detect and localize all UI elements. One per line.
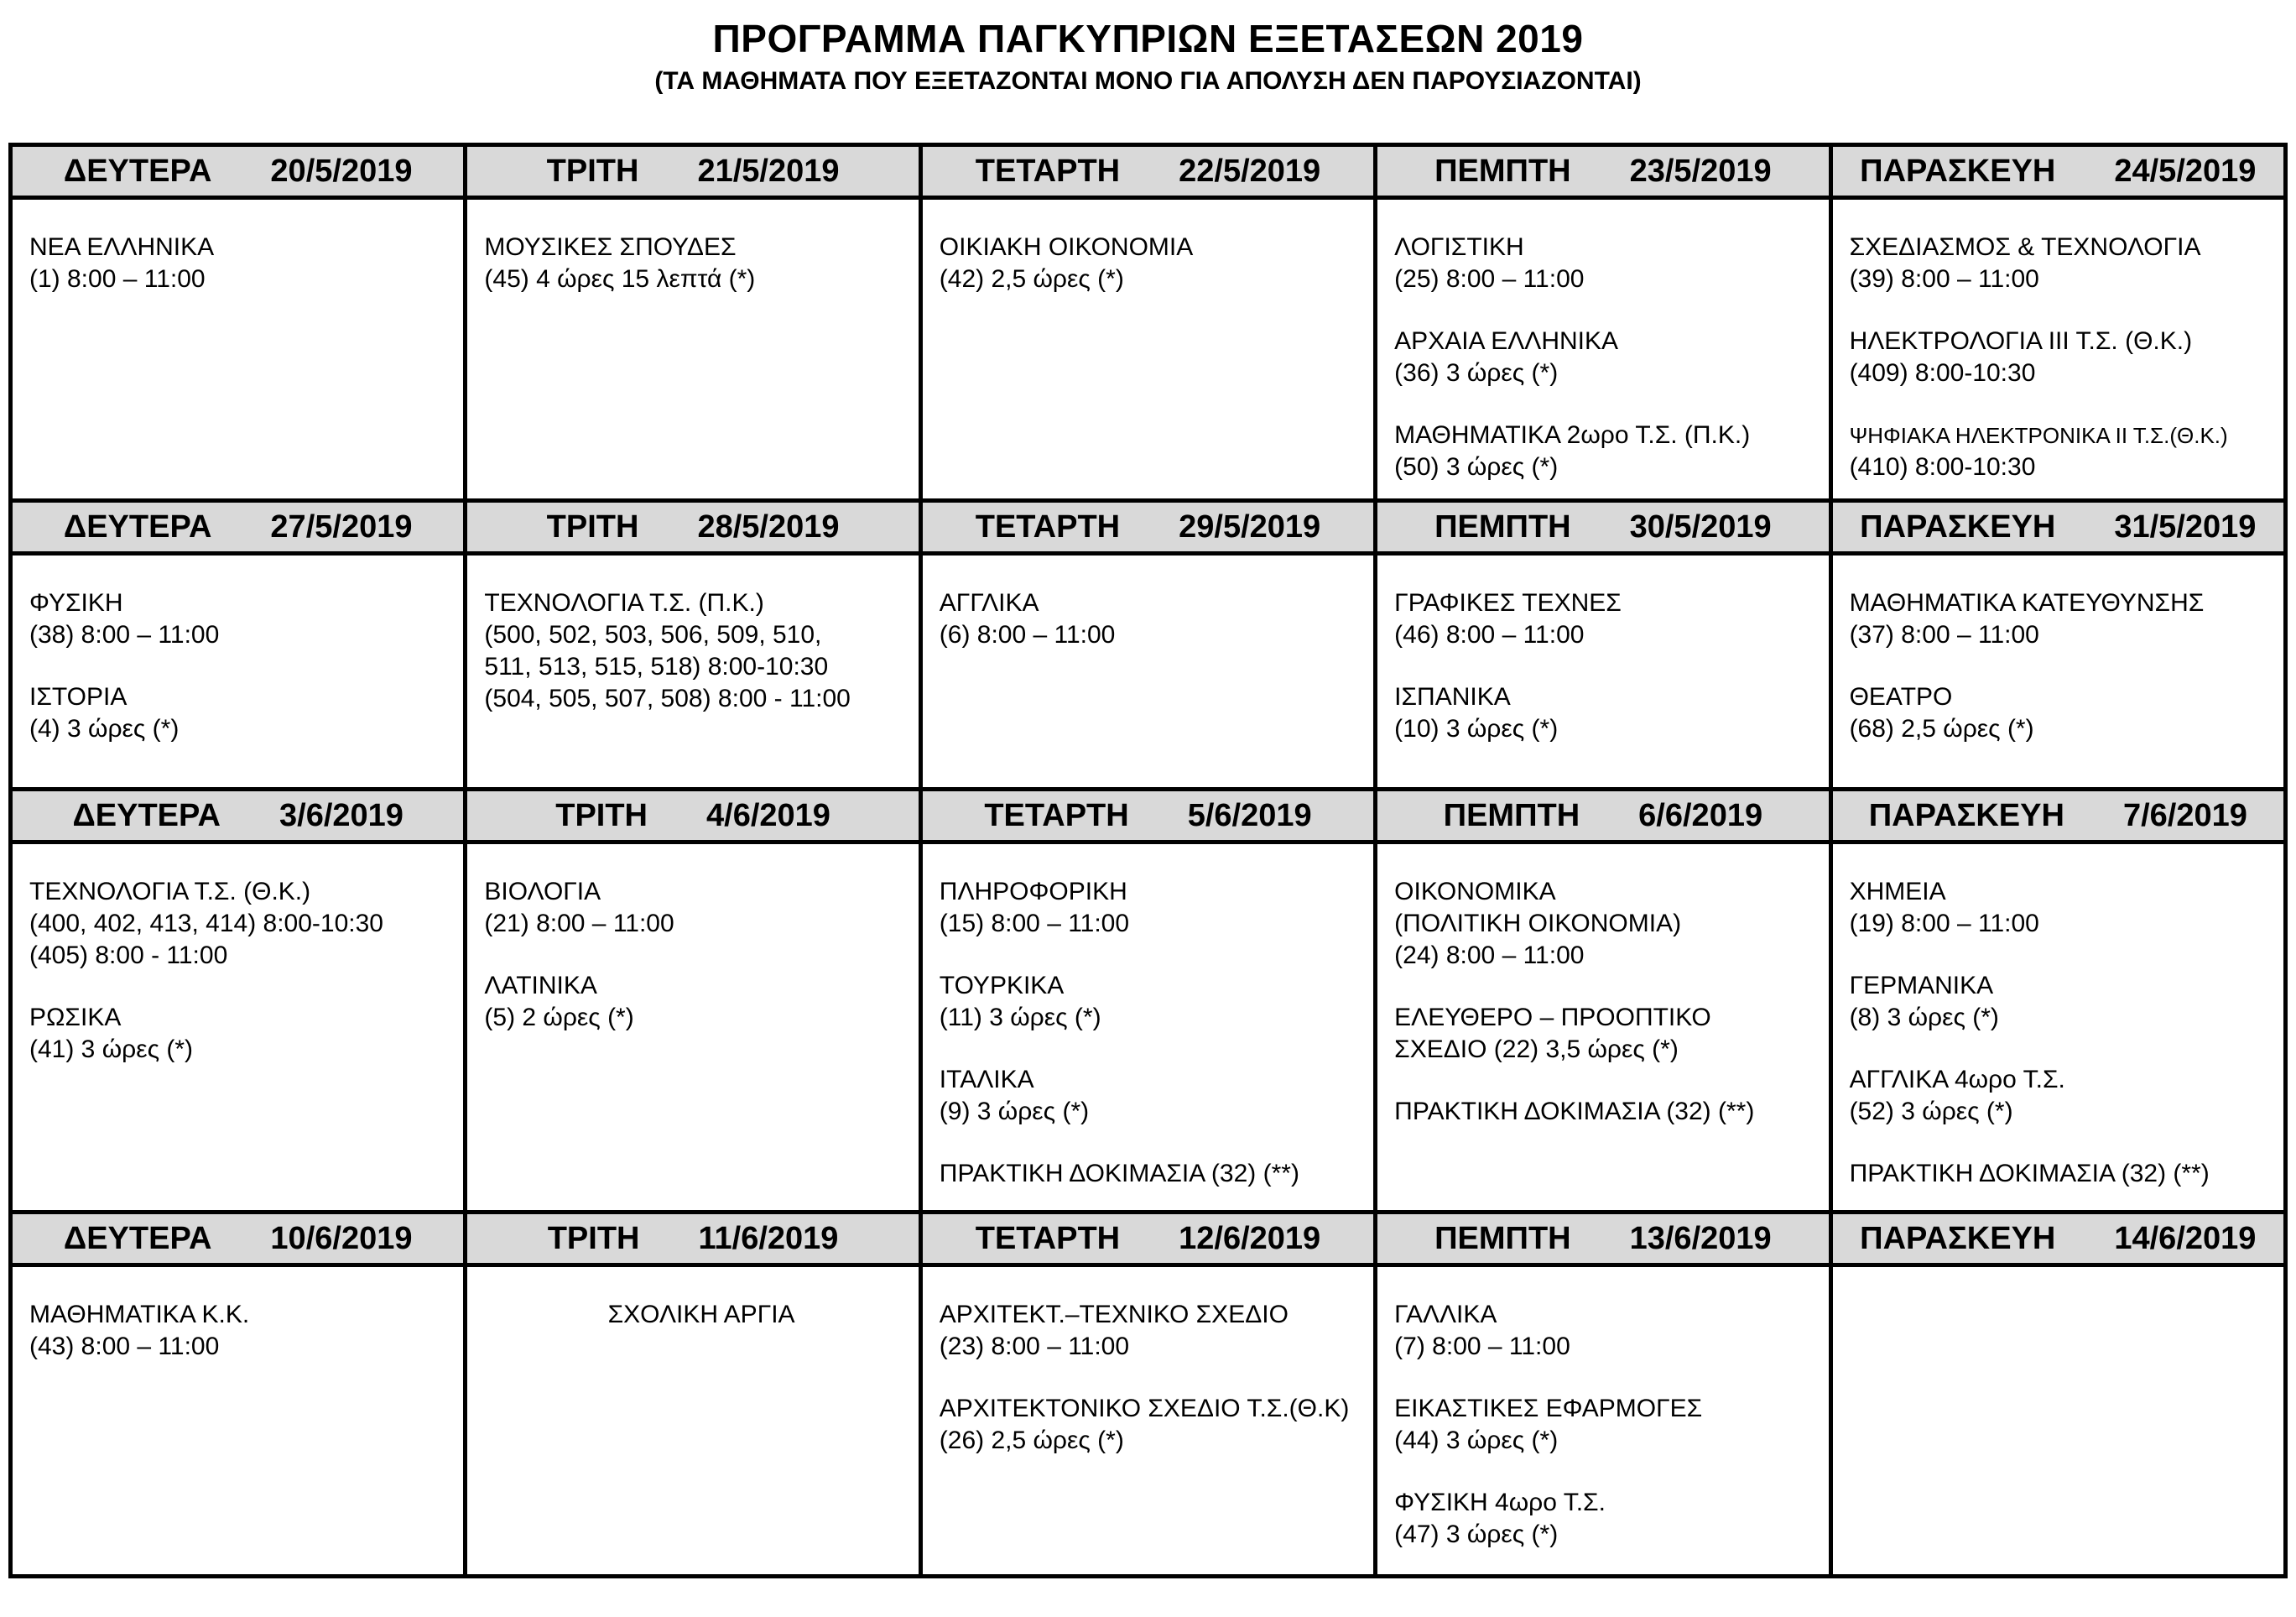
day-date: 12/6/2019 <box>1179 1220 1321 1256</box>
exam-details: (44) 3 ώρες (*) <box>1394 1427 1559 1454</box>
day-header <box>13 147 463 196</box>
day-date: 23/5/2019 <box>1629 153 1772 189</box>
day-name: ΤΕΤΑΡΤΗ <box>975 1220 1121 1256</box>
page-title: ΠΡΟΓΡΑΜΜΑ ΠΑΓΚΥΠΡΙΩΝ ΕΞΕΤΑΣΕΩΝ 2019 <box>712 17 1584 60</box>
day-date: 31/5/2019 <box>2114 509 2257 545</box>
exam-details: (ΠΟΛΙΤΙΚΗ ΟΙΚΟΝΟΜΙΑ) <box>1394 910 1682 937</box>
exam-entry <box>1850 681 2283 745</box>
exam-details: (68) 2,5 ώρες (*) <box>1849 715 2034 743</box>
day-date: 5/6/2019 <box>1187 797 1312 833</box>
exam-subject: ΘΕΑΤΡΟ <box>1849 683 1953 711</box>
day-date: 4/6/2019 <box>706 797 830 833</box>
exam-entry <box>1850 326 2283 389</box>
exam-subject: ΠΡΑΚΤΙΚΗ ΔΟΚΙΜΑΣΙΑ (32) (**) <box>1394 1098 1755 1125</box>
exam-entry <box>1394 1393 1828 1457</box>
exam-subject: ΧΗΜΕΙΑ <box>1849 878 1946 905</box>
exam-entry <box>1394 876 1828 972</box>
exam-details: (5) 2 ώρες (*) <box>484 1004 634 1031</box>
day-header <box>923 503 1373 551</box>
day-name: ΠΕΜΠΤΗ <box>1434 1220 1571 1256</box>
exam-subject: ΜΟΥΣΙΚΕΣ ΣΠΟΥΔΕΣ <box>484 233 737 261</box>
exam-subject: ΓΡΑΦΙΚΕΣ ΤΕΧΝΕΣ <box>1394 589 1622 617</box>
exam-details: (43) 8:00 – 11:00 <box>29 1333 220 1360</box>
exam-entry <box>940 232 1373 295</box>
exam-details: (46) 8:00 – 11:00 <box>1394 621 1585 649</box>
day-name: ΤΕΤΑΡΤΗ <box>975 153 1121 189</box>
day-date: 28/5/2019 <box>697 509 840 545</box>
day-exams-cell <box>923 556 1373 787</box>
day-exams-cell <box>923 844 1373 1210</box>
day-exams-cell <box>1833 556 2283 787</box>
exam-details: (38) 8:00 – 11:00 <box>29 621 220 649</box>
exam-entry <box>1850 970 2283 1034</box>
week-header-row <box>13 503 2283 551</box>
day-exams-cell <box>467 556 918 787</box>
day-name: ΤΡΙΤΗ <box>546 509 639 545</box>
exam-subject: ΛΑΤΙΝΙΚΑ <box>484 972 597 999</box>
day-header <box>1833 503 2283 551</box>
day-date: 24/5/2019 <box>2114 153 2257 189</box>
day-header <box>1377 791 1828 840</box>
exam-subject: ΦΥΣΙΚΗ 4ωρο Τ.Σ. <box>1394 1489 1606 1516</box>
exam-details: (11) 3 ώρες (*) <box>939 1004 1101 1031</box>
exam-subject: ΙΣΤΟΡΙΑ <box>29 683 128 711</box>
exam-details: (37) 8:00 – 11:00 <box>1849 621 2039 649</box>
exam-subject: ΓΑΛΛΙΚΑ <box>1394 1301 1497 1328</box>
exam-entry <box>1850 1064 2283 1128</box>
exam-entry <box>1394 326 1828 389</box>
exam-entry <box>1394 1096 1828 1128</box>
day-header <box>1833 1214 2283 1263</box>
exam-details: (39) 8:00 – 11:00 <box>1849 265 2039 293</box>
day-name: ΠΕΜΠΤΗ <box>1434 153 1571 189</box>
day-date: 7/6/2019 <box>2122 797 2247 833</box>
exam-subject: ΑΡΧΙΤΕΚΤΟΝΙΚΟ ΣΧΕΔΙΟ Τ.Σ.(Θ.Κ) <box>939 1395 1350 1422</box>
exam-details: (7) 8:00 – 11:00 <box>1394 1333 1570 1360</box>
day-name: ΔΕΥΤΕΡΑ <box>72 797 221 833</box>
exam-subject: ΟΙΚΙΑΚΗ ΟΙΚΟΝΟΜΙΑ <box>939 233 1194 261</box>
day-name: ΤΕΤΑΡΤΗ <box>975 509 1121 545</box>
exam-details: (52) 3 ώρες (*) <box>1849 1098 2013 1125</box>
exam-entry <box>940 1393 1373 1457</box>
day-name: ΔΕΥΤΕΡΑ <box>63 153 212 189</box>
exam-subject: ΑΡΧΑΙΑ ΕΛΛΗΝΙΚΑ <box>1394 327 1619 355</box>
exam-entry <box>1850 1158 2283 1190</box>
exam-entry <box>484 1299 918 1331</box>
exam-subject: ΤΟΥΡΚΙΚΑ <box>939 972 1065 999</box>
day-name: ΤΡΙΤΗ <box>547 1220 640 1256</box>
day-date: 13/6/2019 <box>1629 1220 1772 1256</box>
exam-details: (47) 3 ώρες (*) <box>1394 1521 1559 1548</box>
exam-details: (26) 2,5 ώρες (*) <box>939 1427 1124 1454</box>
day-exams-cell <box>1377 200 1828 498</box>
exam-subject: ΜΑΘΗΜΑΤΙΚΑ Κ.Κ. <box>29 1301 250 1328</box>
exam-details: (19) 8:00 – 11:00 <box>1849 910 2039 937</box>
day-exams-cell <box>13 844 463 1210</box>
exam-subject: ΦΥΣΙΚΗ <box>29 589 123 617</box>
exam-subject: ΙΣΠΑΝΙΚΑ <box>1394 683 1511 711</box>
exam-details: (42) 2,5 ώρες (*) <box>939 265 1124 293</box>
day-name: ΠΑΡΑΣΚΕΥΗ <box>1868 797 2064 833</box>
exam-entry <box>1394 1299 1828 1363</box>
day-date: 27/5/2019 <box>270 509 413 545</box>
exam-details: ΣΧΕΔΙΟ (22) 3,5 ώρες (*) <box>1394 1035 1679 1063</box>
day-exams-cell <box>923 1267 1373 1574</box>
page-subtitle: (ΤΑ ΜΑΘΗΜΑΤΑ ΠΟΥ ΕΞΕΤΑΖΟΝΤΑΙ ΜΟΝΟ ΓΙΑ ΑΠΟΛΥΣΗ ΔΕΝ ΠΑΡΟΥΣΙΑΖΟΝΤΑΙ) <box>654 67 1642 95</box>
exam-entry <box>1394 1487 1828 1551</box>
exam-subject: ΑΓΓΛΙΚΑ <box>939 589 1039 617</box>
exam-details: (36) 3 ώρες (*) <box>1394 359 1559 387</box>
day-header <box>1377 1214 1828 1263</box>
day-exams-cell <box>1833 200 2283 498</box>
week-header-row <box>13 147 2283 196</box>
day-name: ΠΑΡΑΣΚΕΥΗ <box>1860 1220 2056 1256</box>
exam-subject: ΠΡΑΚΤΙΚΗ ΔΟΚΙΜΑΣΙΑ (32) (**) <box>1849 1160 2210 1187</box>
day-name: ΤΡΙΤΗ <box>555 797 648 833</box>
day-exams-cell <box>467 200 918 498</box>
exam-details: (504, 505, 507, 508) 8:00 - 11:00 <box>484 685 851 712</box>
exam-subject: ΕΛΕΥΘΕΡΟ – ΠΡΟΟΠΤΙΚΟ <box>1394 1004 1711 1031</box>
day-exams-cell <box>1377 556 1828 787</box>
exam-details: (15) 8:00 – 11:00 <box>939 910 1130 937</box>
exam-entry <box>1394 1002 1828 1066</box>
day-date: 22/5/2019 <box>1179 153 1321 189</box>
week-exams-row <box>13 844 2283 1210</box>
exam-entry <box>29 587 463 651</box>
exam-subject: ΣΧΕΔΙΑΣΜΟΣ & ΤΕΧΝΟΛΟΓΙΑ <box>1849 233 2201 261</box>
exam-schedule-table <box>8 143 2288 1578</box>
day-header <box>13 791 463 840</box>
day-header <box>467 147 918 196</box>
day-date: 3/6/2019 <box>279 797 403 833</box>
exam-entry <box>1394 681 1828 745</box>
day-header <box>923 791 1373 840</box>
day-exams-cell <box>467 1267 918 1574</box>
exam-entry <box>484 232 918 295</box>
day-date: 20/5/2019 <box>270 153 413 189</box>
exam-subject: ΜΑΘΗΜΑΤΙΚΑ ΚΑΤΕΥΘΥΝΣΗΣ <box>1849 589 2205 617</box>
day-name: ΔΕΥΤΕΡΑ <box>63 509 212 545</box>
exam-entry <box>1394 420 1828 483</box>
day-exams-cell <box>1833 1267 2283 1574</box>
day-header <box>467 503 918 551</box>
week-exams-row <box>13 1267 2283 1574</box>
exam-subject: ΓΕΡΜΑΝΙΚΑ <box>1849 972 1994 999</box>
exam-entry <box>940 587 1373 651</box>
exam-details: (400, 402, 413, 414) 8:00-10:30 <box>29 910 383 937</box>
exam-entry <box>940 1064 1373 1128</box>
day-name: ΤΡΙΤΗ <box>546 153 639 189</box>
exam-subject: ΟΙΚΟΝΟΜΙΚΑ <box>1394 878 1556 905</box>
day-date: 6/6/2019 <box>1638 797 1763 833</box>
exam-entry <box>29 232 463 295</box>
exam-entry <box>1850 876 2283 940</box>
day-date: 21/5/2019 <box>697 153 840 189</box>
day-name: ΔΕΥΤΕΡΑ <box>63 1220 212 1256</box>
day-exams-cell <box>13 1267 463 1574</box>
exam-details: (10) 3 ώρες (*) <box>1394 715 1559 743</box>
exam-entry <box>29 1002 463 1066</box>
exam-details: 511, 513, 515, 518) 8:00-10:30 <box>484 653 829 681</box>
exam-details: (9) 3 ώρες (*) <box>939 1098 1090 1125</box>
day-header <box>1833 147 2283 196</box>
exam-details: (41) 3 ώρες (*) <box>29 1035 194 1063</box>
day-header <box>1377 147 1828 196</box>
exam-details: (45) 4 ώρες 15 λεπτά (*) <box>484 265 756 293</box>
day-header <box>923 147 1373 196</box>
exam-entry <box>29 1299 463 1363</box>
exam-subject: ΒΙΟΛΟΓΙΑ <box>484 878 601 905</box>
day-date: 29/5/2019 <box>1179 509 1321 545</box>
exam-subject: ΤΕΧΝΟΛΟΓΙΑ Τ.Σ. (Θ.Κ.) <box>29 878 311 905</box>
week-header-row <box>13 791 2283 840</box>
exam-details: (24) 8:00 – 11:00 <box>1394 942 1585 969</box>
day-header <box>923 1214 1373 1263</box>
exam-entry <box>940 1158 1373 1190</box>
exam-details: (1) 8:00 – 11:00 <box>29 265 206 293</box>
exam-subject: ΛΟΓΙΣΤΙΚΗ <box>1394 233 1524 261</box>
week-header-row <box>13 1214 2283 1263</box>
exam-entry <box>1850 420 2283 483</box>
exam-details: (410) 8:00-10:30 <box>1849 453 2036 481</box>
day-header <box>467 1214 918 1263</box>
exam-entry <box>484 587 918 715</box>
exam-subject: ΜΑΘΗΜΑΤΙΚΑ 2ωρο Τ.Σ. (Π.Κ.) <box>1394 421 1751 449</box>
day-name: ΠΕΜΠΤΗ <box>1443 797 1580 833</box>
exam-subject: ΠΛΗΡΟΦΟΡΙΚΗ <box>939 878 1127 905</box>
exam-entry <box>29 876 463 972</box>
exam-subject: ΨΗΦΙΑΚΑ ΗΛΕΚΤΡΟΝΙΚΑ ΙΙ Τ.Σ.(Θ.Κ.) <box>1849 423 2228 448</box>
exam-details: (500, 502, 503, 506, 509, 510, <box>484 621 822 649</box>
day-header <box>13 503 463 551</box>
exam-details: (50) 3 ώρες (*) <box>1394 453 1559 481</box>
exam-subject: ΡΩΣΙΚΑ <box>29 1004 122 1031</box>
exam-details: (405) 8:00 - 11:00 <box>29 942 228 969</box>
exam-subject: ΠΡΑΚΤΙΚΗ ΔΟΚΙΜΑΣΙΑ (32) (**) <box>939 1160 1299 1187</box>
exam-entry <box>1394 232 1828 295</box>
day-header <box>13 1214 463 1263</box>
exam-entry <box>940 970 1373 1034</box>
day-date: 11/6/2019 <box>698 1220 839 1256</box>
exam-entry <box>1850 587 2283 651</box>
day-exams-cell <box>13 200 463 498</box>
exam-entry <box>1850 232 2283 295</box>
exam-subject: ΣΧΟΛΙΚΗ ΑΡΓΙΑ <box>607 1301 795 1328</box>
exam-subject: ΗΛΕΚΤΡΟΛΟΓΙΑ ΙΙΙ Τ.Σ. (Θ.Κ.) <box>1849 327 2193 355</box>
day-exams-cell <box>467 844 918 1210</box>
day-header <box>467 791 918 840</box>
exam-entry <box>29 681 463 745</box>
day-exams-cell <box>1377 844 1828 1210</box>
exam-details: (23) 8:00 – 11:00 <box>939 1333 1130 1360</box>
day-header <box>1833 791 2283 840</box>
exam-details: (4) 3 ώρες (*) <box>29 715 180 743</box>
week-exams-row <box>13 200 2283 498</box>
day-exams-cell <box>1833 844 2283 1210</box>
day-date: 10/6/2019 <box>270 1220 413 1256</box>
exam-entry <box>940 876 1373 940</box>
exam-subject: ΕΙΚΑΣΤΙΚΕΣ ΕΦΑΡΜΟΓΕΣ <box>1394 1395 1703 1422</box>
day-header <box>1377 503 1828 551</box>
exam-entry <box>940 1299 1373 1363</box>
exam-entry <box>1394 587 1828 651</box>
day-date: 30/5/2019 <box>1629 509 1772 545</box>
exam-details: (8) 3 ώρες (*) <box>1849 1004 1999 1031</box>
exam-details: (21) 8:00 – 11:00 <box>484 910 674 937</box>
day-name: ΠΕΜΠΤΗ <box>1434 509 1571 545</box>
day-exams-cell <box>923 200 1373 498</box>
exam-details: (409) 8:00-10:30 <box>1849 359 2036 387</box>
day-exams-cell <box>1377 1267 1828 1574</box>
day-name: ΠΑΡΑΣΚΕΥΗ <box>1860 509 2056 545</box>
day-date: 14/6/2019 <box>2114 1220 2257 1256</box>
exam-subject: ΙΤΑΛΙΚΑ <box>939 1066 1034 1093</box>
exam-subject: ΝΕΑ ΕΛΛΗΝΙΚΑ <box>29 233 215 261</box>
day-name: ΠΑΡΑΣΚΕΥΗ <box>1860 153 2056 189</box>
exam-details: (6) 8:00 – 11:00 <box>939 621 1116 649</box>
exam-details: (25) 8:00 – 11:00 <box>1394 265 1585 293</box>
day-exams-cell <box>13 556 463 787</box>
exam-subject: ΤΕΧΝΟΛΟΓΙΑ Τ.Σ. (Π.Κ.) <box>484 589 764 617</box>
exam-entry <box>484 970 918 1034</box>
exam-subject: ΑΓΓΛΙΚΑ 4ωρο Τ.Σ. <box>1849 1066 2065 1093</box>
exam-entry <box>484 876 918 940</box>
exam-subject: ΑΡΧΙΤΕΚΤ.–ΤΕΧΝΙΚΟ ΣΧΕΔΙΟ <box>939 1301 1289 1328</box>
week-exams-row <box>13 556 2283 787</box>
day-name: ΤΕΤΑΡΤΗ <box>984 797 1129 833</box>
